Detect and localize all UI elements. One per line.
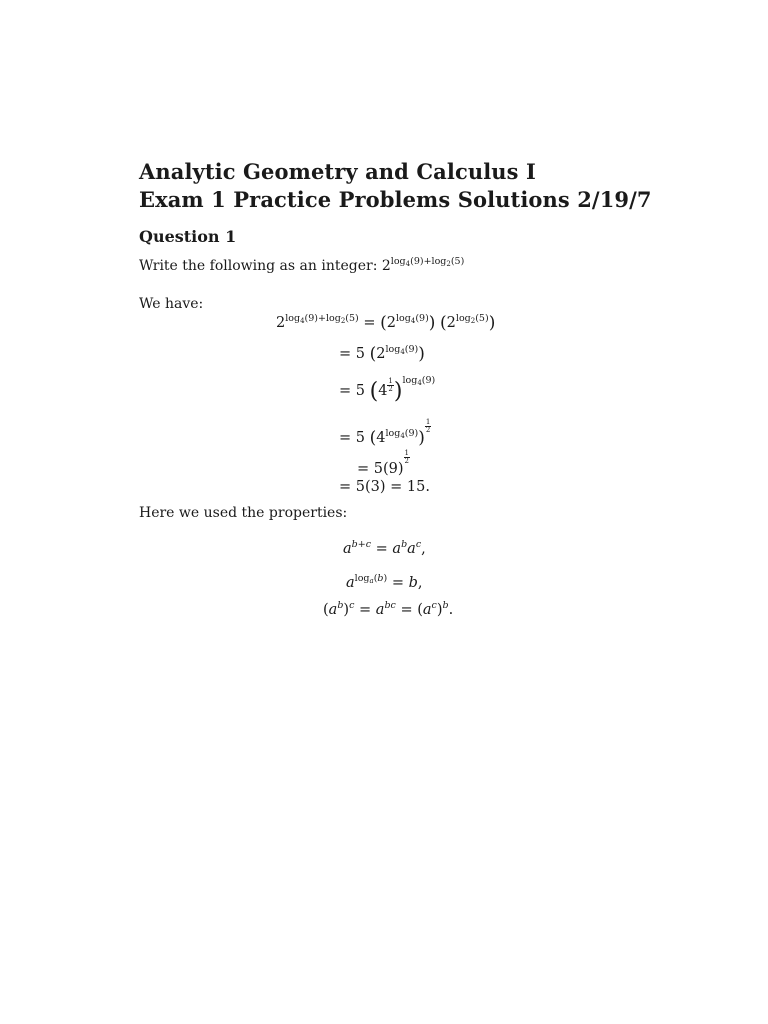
equation-line-4: = 5 $(4^{log_4(9)})$ $\frac{1}{2}$: [339, 418, 431, 448]
question-heading: Question 1: [139, 227, 237, 246]
equation-line-1: $2^{log_4(9)+log_2(5)} = (2^{log_4(9)})$ $(2^{log_2(5)})$: [276, 313, 496, 333]
equation-line-3: = 5 (4 $\frac{1}{2}$ )$^{log_4(9)}$: [339, 375, 436, 404]
equation-line-2: = 5 $(2^{log_4(9)})$: [339, 344, 425, 364]
property-2: $a^{log_a(b)} = b$,: [346, 573, 423, 591]
properties-intro: Here we used the properties:: [139, 505, 348, 521]
equation-line-5: = 5(9) $\frac{1}{2}$: [357, 449, 409, 477]
property-3: $(a^b)^c = a^{bc} = (a^c)^b$.: [323, 600, 454, 618]
we-have-label: We have:: [139, 296, 204, 312]
prompt-paragraph: [139, 258, 464, 274]
property-1: $a^{b+c} = a^ba^c$,: [343, 539, 426, 557]
prompt-expression: $2^{log_4(9)+log_2(5)}$: [381, 256, 465, 274]
document-title-line1: Analytic Geometry and Calculus I: [139, 159, 536, 184]
document-title-line2: Exam 1 Practice Problems Solutions 2/19/7: [139, 187, 652, 212]
equation-line-6: = 5(3) = 15.: [339, 479, 430, 495]
prompt-text: Write the following as an integer:: [139, 258, 378, 274]
equation-line-5-text: = 5(9): [357, 461, 404, 477]
